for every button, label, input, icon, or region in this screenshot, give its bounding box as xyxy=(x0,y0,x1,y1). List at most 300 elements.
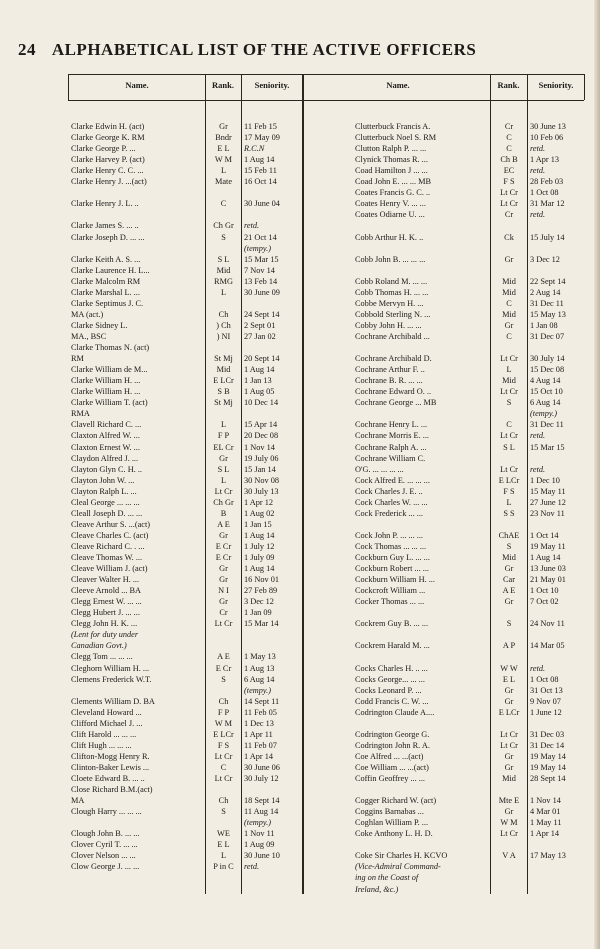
officer-row xyxy=(0,575,590,585)
officer-name: Clinton-Baker Lewis ... xyxy=(71,762,150,772)
officer-seniority: retd. xyxy=(530,144,546,154)
officer-rank: P in C xyxy=(213,862,234,872)
officer-seniority: 1 Dec 13 xyxy=(244,718,274,728)
officer-rank: W M xyxy=(214,718,233,728)
officer-rank: E L xyxy=(217,840,230,850)
officer-row xyxy=(0,144,590,154)
officer-name: Clayton John W. ... xyxy=(71,475,135,485)
officer-seniority: 2 Aug 14 xyxy=(530,287,561,297)
officer-name: Claxton Alfred W. ... xyxy=(71,431,140,441)
officer-rank: Lt Cr xyxy=(214,774,233,783)
officer-rank: F P xyxy=(217,431,230,441)
officer-seniority: 9 Nov 07 xyxy=(530,696,561,706)
officer-rank: Mid xyxy=(216,365,231,375)
officer-rank: E LCr xyxy=(498,707,520,717)
officer-seniority: 1 Aug 02 xyxy=(244,508,275,518)
officer-row xyxy=(0,299,590,309)
officer-rank: L xyxy=(220,851,227,861)
officer-name: Clutterbuck Francis A. xyxy=(355,122,431,131)
officer-row xyxy=(0,376,590,386)
officer-row xyxy=(0,862,590,872)
officer-seniority: 10 Feb 06 xyxy=(530,133,564,143)
officer-name: Cobb Thomas H. ... ... xyxy=(355,287,429,297)
officer-seniority: 30 June 04 xyxy=(244,199,280,209)
officer-seniority: 15 Apr 14 xyxy=(244,420,278,430)
officer-rank: Lt Cr xyxy=(500,829,518,839)
left-seniority-header: Seniority. xyxy=(254,80,290,90)
officer-seniority: 23 Nov 11 xyxy=(530,508,565,518)
officer-row xyxy=(0,122,590,132)
officer-name: Cocks Charles H. .. ... xyxy=(355,663,428,673)
right-border xyxy=(584,74,585,100)
officer-rank: Mid xyxy=(216,265,231,275)
officer-name: Clarke William T. (act) xyxy=(71,398,148,408)
officer-row xyxy=(0,398,590,408)
officer-row xyxy=(0,277,590,287)
officer-rank: Mid xyxy=(502,376,516,386)
officer-rank: ) Ch xyxy=(216,320,231,330)
officer-rank: N I xyxy=(218,586,229,596)
officer-row xyxy=(0,763,590,773)
officer-rank: B xyxy=(220,508,227,518)
officer-rank: EC xyxy=(503,166,515,176)
officer-rank: Lt Cr xyxy=(500,199,518,209)
officer-rank: L xyxy=(220,475,227,485)
officer-name: Claxton Ernest W. ... xyxy=(71,442,140,452)
officer-seniority: 1 Dec 10 xyxy=(530,475,560,485)
officer-rank: Mid xyxy=(502,309,516,319)
officer-rank: L xyxy=(506,497,512,507)
officer-seniority: 31 Dec 07 xyxy=(530,332,565,341)
officer-name: MA., BSC xyxy=(71,332,107,341)
officer-row xyxy=(0,133,590,143)
officer-row xyxy=(0,255,590,265)
right-name-header: Name. xyxy=(386,80,410,90)
officer-row xyxy=(0,420,590,430)
officer-row xyxy=(0,454,590,464)
officer-rank: Mate xyxy=(214,177,233,187)
officer-rank: Gr xyxy=(504,254,514,264)
officer-row xyxy=(0,542,590,552)
officer-name: Coke Sir Charles H. KCVO xyxy=(355,851,448,861)
officer-name: Cochrane Archibald D. xyxy=(355,354,432,364)
officer-name: RM xyxy=(71,354,84,364)
officer-rank: WE xyxy=(217,829,230,839)
officer-seniority: 31 Dec 14 xyxy=(530,740,565,750)
officer-name: Cleave Richard C. . ... xyxy=(71,541,145,551)
officer-seniority: 31 Mar 12 xyxy=(530,199,565,209)
officer-name: Clarke Henry J. ...(act) xyxy=(71,177,147,187)
officer-row xyxy=(0,741,590,751)
officer-seniority: 15 May 13 xyxy=(530,309,566,319)
officer-rank: Cr xyxy=(504,122,514,131)
officer-rank: Ch xyxy=(218,796,229,806)
officer-row xyxy=(0,199,590,209)
officer-seniority: 7 Nov 14 xyxy=(244,265,275,275)
officer-seniority: 31 Oct 13 xyxy=(530,685,563,695)
officer-rank: E Cr xyxy=(215,553,232,562)
officer-rank: S L xyxy=(217,254,230,264)
officer-rank: L xyxy=(506,365,512,375)
officer-seniority: (tempy.) xyxy=(244,243,271,253)
left-rank-header: Rank. xyxy=(212,80,234,90)
officer-rank: Ch B xyxy=(500,155,518,165)
officer-row xyxy=(0,851,590,861)
officer-name: Cockburn Robert ... ... xyxy=(355,564,429,573)
officer-seniority: 16 Oct 14 xyxy=(244,177,277,187)
officer-rank: Gr xyxy=(219,453,228,463)
officer-name: Cochrane Edward O. .. xyxy=(355,387,432,397)
officer-name: Cobb Arthur H. K. .. xyxy=(355,232,424,242)
officer-seniority: 1 Nov 14 xyxy=(530,796,561,806)
officer-rank: L xyxy=(220,287,227,297)
officer-rank: L xyxy=(220,420,227,430)
officer-name: Clayton Ralph L. ... xyxy=(71,486,137,496)
officer-rank: C xyxy=(220,199,227,209)
officer-name: Ireland, &c.) xyxy=(355,884,399,894)
officer-seniority: 17 May 09 xyxy=(244,133,280,143)
officer-rank: Lt Cr xyxy=(500,431,518,441)
officer-seniority: 1 Oct 08 xyxy=(530,674,559,684)
officer-row xyxy=(0,155,590,165)
officer-name: Coffin Geoffrey ... ... xyxy=(355,774,425,783)
officer-name: Coad Hamilton J ... ... xyxy=(355,166,428,176)
officer-seniority: (tempy.) xyxy=(244,818,271,828)
officer-name: Cock Charles W. ... ... xyxy=(355,497,428,507)
officer-name: Cloete Edward B. ... .. xyxy=(71,774,145,783)
officer-rank: Gr xyxy=(504,564,514,573)
officer-rank: C xyxy=(506,298,512,308)
officer-row xyxy=(0,310,590,320)
officer-seniority: 20 Dec 08 xyxy=(244,431,279,441)
officer-name: Coghlan William P. ... xyxy=(355,818,429,828)
right-rank-header: Rank. xyxy=(497,80,520,90)
officer-rank: Lt Cr xyxy=(500,387,518,397)
officer-seniority: 1 Aug 14 xyxy=(244,155,275,165)
officer-rank: E L xyxy=(502,674,516,684)
officer-rank: Mid xyxy=(502,553,516,562)
officer-name: (Lent for duty under xyxy=(71,630,139,640)
officer-name: Cobbe Mervyn H. ... xyxy=(355,298,424,308)
officer-name: Cleaver Walter H. ... xyxy=(71,575,140,584)
officer-rank: V A xyxy=(502,851,516,861)
officer-name: Cochrane Arthur F. .. xyxy=(355,365,425,375)
officer-seniority: 1 Aug 14 xyxy=(530,553,561,562)
officer-seniority: 1 May 13 xyxy=(244,652,276,662)
officer-name: Cockburn William H. ... xyxy=(355,575,435,584)
officer-name: Coggins Barnabas ... xyxy=(355,807,424,817)
officer-name: Claydon Alfred J. ... xyxy=(71,453,139,463)
officer-row xyxy=(0,719,590,729)
officer-row xyxy=(0,829,590,839)
officer-rank: Lt Cr xyxy=(500,188,518,198)
officer-name: Cleall Joseph D. ... ... xyxy=(71,508,143,518)
officer-name: Clarke Joseph D. ... ... xyxy=(71,232,145,242)
officer-row xyxy=(0,652,590,662)
officer-row xyxy=(0,708,590,718)
officer-name: Cockburn Guy L. ... ... xyxy=(355,553,430,562)
officer-name: Clift Hugh ... ... ... xyxy=(71,740,132,750)
officer-rank: E Cr xyxy=(215,541,232,551)
officer-name: Cockrem Harald M. ... xyxy=(355,641,430,651)
officer-rank: C xyxy=(506,420,512,430)
officer-row xyxy=(0,354,590,364)
officer-rank: Lt Cr xyxy=(500,740,518,750)
officer-seniority: 1 Aug 14 xyxy=(244,564,275,573)
officer-name: Clarke Harvey P. (act) xyxy=(71,155,145,165)
officer-name: Clifton-Mogg Henry R. xyxy=(71,751,150,761)
officer-seniority: 14 Sept 11 xyxy=(244,696,280,706)
officer-seniority: 1 Nov 11 xyxy=(244,829,275,839)
officer-rank: Bndr xyxy=(215,133,232,143)
officer-rank: Gr xyxy=(219,564,228,573)
officer-name: Codrington John R. A. xyxy=(355,740,430,750)
officer-row xyxy=(0,233,590,243)
officer-seniority: 30 June 06 xyxy=(244,762,280,772)
officer-rank: Lt Cr xyxy=(214,619,233,629)
officer-seniority: 15 Mar 15 xyxy=(244,254,279,264)
officer-rank: E Cr xyxy=(215,663,232,673)
officer-rank: ChAE xyxy=(498,530,520,540)
officer-seniority: 21 Oct 14 xyxy=(244,232,277,242)
officer-name: Clover Nelson ... ... xyxy=(71,851,136,861)
officer-seniority: 30 June 09 xyxy=(244,287,280,297)
officer-row xyxy=(0,664,590,674)
officer-name: Clarke George K. RM xyxy=(71,133,145,143)
officer-seniority: 15 Dec 08 xyxy=(530,365,565,375)
officer-row xyxy=(0,498,590,508)
top-rule xyxy=(68,74,584,75)
officer-seniority: 28 Feb 03 xyxy=(530,177,564,187)
page-number: 24 xyxy=(18,40,36,59)
officer-name: Cochrane Ralph A. ... xyxy=(355,442,427,452)
officer-row xyxy=(0,553,590,563)
officer-name: Codd Francis C. W. ... xyxy=(355,696,429,706)
officer-row xyxy=(0,796,590,806)
officer-seniority: 27 Jan 02 xyxy=(244,332,276,341)
officer-seniority: 18 Sept 14 xyxy=(244,796,280,806)
officer-row xyxy=(0,221,590,231)
officer-rank: C xyxy=(506,144,512,154)
officer-seniority: 1 Oct 14 xyxy=(530,530,559,540)
officer-seniority: 30 June 10 xyxy=(244,851,280,861)
officer-name: Cock Alfred E. ... ... ... xyxy=(355,475,430,485)
officer-rank: F S xyxy=(217,740,230,750)
officer-seniority: 11 Feb 15 xyxy=(244,122,277,131)
officer-name: Cochrane Henry L. ... xyxy=(355,420,428,430)
officer-rank: Gr xyxy=(504,751,514,761)
officer-row xyxy=(0,443,590,453)
officer-rank: W M xyxy=(214,155,233,165)
officer-name: Clegg John H. K. ... xyxy=(71,619,138,629)
officer-name: Cleave Arthur S. ...(act) xyxy=(71,519,151,529)
officer-name: Cocks George... ... ... xyxy=(355,674,425,684)
officer-row xyxy=(0,266,590,276)
officer-rank: F P xyxy=(217,707,230,717)
officer-rank: S xyxy=(221,807,226,817)
officer-name: Clarke Keith A. S. ... xyxy=(71,254,141,264)
officer-name: Coates Henry V. ... ... xyxy=(355,199,426,209)
officer-seniority: 1 Aug 14 xyxy=(244,530,275,540)
officer-name: Clarke Henry C. C. ... xyxy=(71,166,144,176)
officer-seniority: 27 June 12 xyxy=(530,497,566,507)
officer-seniority: 1 Oct 10 xyxy=(530,586,559,596)
officer-row xyxy=(0,321,590,331)
officer-name: Clarke William H. ... xyxy=(71,376,141,386)
officer-rank: Gr xyxy=(504,762,514,772)
officer-seniority: 31 Dec 11 xyxy=(530,420,564,430)
officer-seniority: 1 May 11 xyxy=(530,818,562,828)
officer-row xyxy=(0,873,590,883)
officer-name: Clough Harry ... ... ... xyxy=(71,807,142,817)
header-rule xyxy=(68,100,584,101)
officer-seniority: 1 July 12 xyxy=(244,541,275,551)
officer-seniority: R.C.N xyxy=(244,144,265,154)
officer-rank: Mid xyxy=(502,276,516,286)
officer-row xyxy=(0,785,590,795)
officer-rank: Gr xyxy=(504,685,514,695)
officer-rank: C xyxy=(506,332,512,341)
officer-name: Cleave Charles C. (act) xyxy=(71,530,149,540)
officer-name: Clarke George P. ... xyxy=(71,144,136,154)
officer-name: Cock Charles J. E. .. xyxy=(355,486,423,496)
officer-rank: Mte E xyxy=(498,796,520,806)
officer-name: Cogger Richard W. (act) xyxy=(355,796,437,806)
officer-rank: A P xyxy=(502,641,516,651)
officer-name: Cochrane William C. xyxy=(355,453,426,463)
officer-seniority: 1 Oct 08 xyxy=(530,188,559,198)
officer-seniority: 2 Sept 01 xyxy=(244,320,276,330)
officer-name: Cobbold Sterling N. ... xyxy=(355,309,431,319)
officer-name: Clarke Thomas N. (act) xyxy=(71,343,150,352)
officer-seniority: 19 May 11 xyxy=(530,541,566,551)
officer-name: ing on the Coast of xyxy=(355,873,419,883)
officer-seniority: 22 Sept 14 xyxy=(530,276,566,286)
officer-rank: St Mj xyxy=(214,354,233,364)
officer-rank: A E xyxy=(502,586,516,596)
officer-rank: Gr xyxy=(504,696,514,706)
officer-name: Cochrane B. R. ... ... xyxy=(355,376,423,386)
officer-seniority: 15 Feb 11 xyxy=(244,166,277,176)
officer-row xyxy=(0,476,590,486)
page-title: ALPHABETICAL LIST OF THE ACTIVE OFFICERS xyxy=(51,40,477,59)
officer-seniority: 3 Dec 12 xyxy=(530,254,560,264)
officer-name: Clayton Glyn C. H. .. xyxy=(71,464,142,474)
officer-name: Cocks Leonard P. ... xyxy=(355,685,422,695)
officer-name: Clover Cyril T. ... ... xyxy=(71,840,138,850)
left-border xyxy=(68,74,69,100)
officer-seniority: 14 Mar 05 xyxy=(530,641,565,651)
officer-seniority: 1 Jan 13 xyxy=(244,376,272,386)
officer-name: Clarke Sidney L. xyxy=(71,320,128,330)
officer-rank: S B xyxy=(217,387,230,397)
officer-seniority: retd. xyxy=(244,221,260,231)
officer-row xyxy=(0,288,590,298)
officer-seniority: 30 June 13 xyxy=(530,122,566,131)
officer-seniority: 15 Mar 14 xyxy=(244,619,279,629)
officer-name: Cleave Thomas W. ... xyxy=(71,553,143,562)
officer-name: Cleal George ... ... ... xyxy=(71,497,140,507)
officer-name: Clemens Frederick W.T. xyxy=(71,674,152,684)
officer-name: Canadian Govt.) xyxy=(71,641,127,651)
officer-rank: A E xyxy=(217,519,230,529)
officer-name: Close Richard B.M.(act) xyxy=(71,785,153,794)
officer-name: Coates Francis G. C. .. xyxy=(355,188,431,198)
officer-name: Cleave William J. (act) xyxy=(71,564,148,573)
page-edge-shadow xyxy=(594,0,600,949)
officer-rank: Cr xyxy=(219,608,228,618)
officer-seniority: 30 Nov 08 xyxy=(244,475,280,485)
officer-rank: W W xyxy=(500,663,518,673)
officer-name: Cochrane Archibald ... xyxy=(355,332,430,341)
officer-name: Clavell Richard C. ... xyxy=(71,420,142,430)
officer-rank: Lt Cr xyxy=(500,354,518,364)
officer-rank: Car xyxy=(503,575,515,584)
officer-rank: Ch Gr xyxy=(213,497,234,507)
officer-seniority: 19 May 14 xyxy=(530,751,566,761)
officer-rank: C xyxy=(220,762,227,772)
officer-seniority: 3 Dec 12 xyxy=(244,597,274,607)
officer-row xyxy=(0,641,590,651)
officer-rank: S xyxy=(506,398,512,408)
officer-row xyxy=(0,244,590,254)
officer-rank: St Mj xyxy=(214,398,233,408)
officer-name: Cleghorn William H. ... xyxy=(71,663,150,673)
officer-seniority: (tempy.) xyxy=(244,685,271,695)
officer-seniority: retd. xyxy=(530,210,546,220)
officer-name: Cock Frederick ... ... xyxy=(355,508,423,518)
officer-seniority: 11 Feb 05 xyxy=(244,707,277,717)
right-seniority-header: Seniority. xyxy=(538,80,574,90)
officer-seniority: 21 May 01 xyxy=(530,575,566,584)
officer-seniority: 15 July 14 xyxy=(530,232,565,242)
officer-rank: Gr xyxy=(219,575,228,584)
officer-name: O'G. ... ... ... ... xyxy=(355,464,404,474)
officer-name: Clutterbuck Noel S. RM xyxy=(355,133,437,143)
officer-rank: S xyxy=(506,619,512,629)
officer-name: Cock John P. ... ... ... xyxy=(355,530,423,540)
officer-name: Cockrem Guy B. ... ... xyxy=(355,619,429,629)
officer-rank: Mid xyxy=(502,774,516,783)
officer-seniority: 7 Oct 02 xyxy=(530,597,559,607)
officer-name: Coates Odiarne U. ... xyxy=(355,210,425,220)
officer-row xyxy=(0,520,590,530)
officer-row xyxy=(0,531,590,541)
officer-row xyxy=(0,597,590,607)
officer-row xyxy=(0,818,590,828)
officer-row xyxy=(0,409,590,419)
officer-seniority: 16 Nov 01 xyxy=(244,575,280,584)
officer-row xyxy=(0,630,590,640)
officer-rank: EL Cr xyxy=(213,442,234,452)
officer-name: MA xyxy=(71,796,85,806)
officer-row xyxy=(0,807,590,817)
officer-name: Clutton Ralph P. ... ... xyxy=(355,144,427,154)
officer-row xyxy=(0,730,590,740)
officer-name: Clough John B. ... ... xyxy=(71,829,140,839)
officer-seniority: 15 Jan 14 xyxy=(244,464,276,474)
officer-seniority: retd. xyxy=(530,166,546,176)
officer-name: Clegg Ernest W. ... ... xyxy=(71,597,142,607)
officer-rank: Gr xyxy=(504,320,514,330)
officer-name: Clifford Michael J. ... xyxy=(71,718,143,728)
officer-row xyxy=(0,332,590,342)
officer-rank: Lt Cr xyxy=(214,486,233,496)
officer-name: Clarke Laurence H. L... xyxy=(71,265,150,275)
officer-name: Clow George J. ... ... xyxy=(71,862,140,872)
officer-name: Codrington George G. xyxy=(355,729,430,739)
officer-rank: Lt Cr xyxy=(500,729,518,739)
